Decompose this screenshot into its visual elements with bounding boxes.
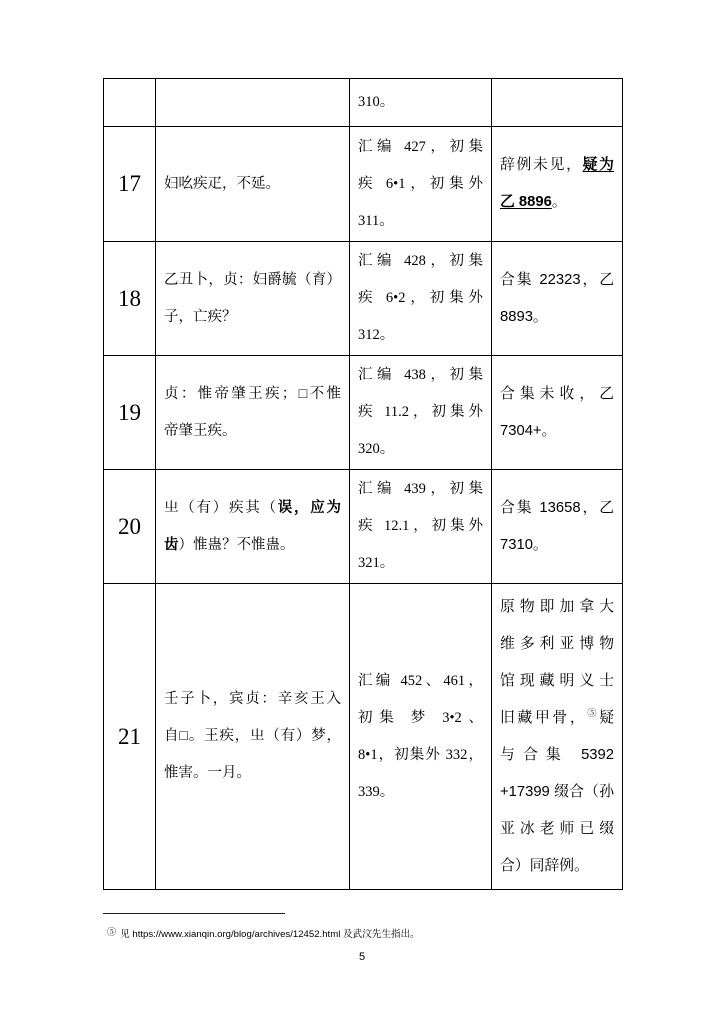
emphasized-text: 齿 [164, 536, 179, 553]
note-line: 合集未收，乙 [500, 385, 614, 402]
table-row [104, 584, 623, 890]
source-cell [350, 584, 492, 890]
footnote-text: 见 https://www.xianqin.org/blog/archives/12452.html 及武汶先生指出。 [120, 929, 420, 940]
emphasized-text: 乙 8896 [500, 194, 552, 210]
source-line: 312。 [358, 327, 395, 343]
note-line: 馆现藏明义士 [500, 672, 614, 689]
text-segment: 。 [551, 194, 567, 210]
source-cell [350, 470, 492, 584]
note-line [500, 700, 614, 737]
footnote-marker: ⑤ [107, 927, 117, 937]
source-line: 310。 [358, 94, 395, 110]
source-cell [350, 127, 492, 242]
source-line: 8•1，初集外 332， [358, 746, 483, 763]
row-number: 20 [104, 470, 156, 584]
text-segment: 旧藏甲骨， [500, 709, 588, 726]
source-line: 初集 梦 3•2、 [358, 709, 483, 726]
source-line: 疾 6•1，初集外 [358, 175, 483, 192]
note-line [500, 184, 614, 221]
source-line: 汇编 428，初集 [358, 253, 483, 269]
text-line: 壬子卜，宾贞：辛亥王入 [164, 691, 341, 707]
text-line: 自□。王疾，㞢（有）梦， [164, 728, 341, 744]
text-line [164, 490, 341, 527]
text-segment: ）惟蛊？不惟蛊。 [178, 536, 295, 553]
source-cell [350, 242, 492, 356]
emphasized-text: 疑为 [582, 157, 614, 173]
note-line: 原物即加拿大 [500, 598, 614, 615]
source-line: 311。 [358, 212, 394, 229]
source-line: 339。 [358, 783, 395, 800]
source-line: 321。 [358, 555, 395, 571]
table-body [104, 79, 623, 890]
page-number: 5 [358, 951, 366, 963]
note-cell [492, 242, 623, 356]
text-line: 妇吆疾疋，不延。 [164, 175, 280, 192]
inscription-cell [156, 242, 350, 356]
note-line: 亚冰老师已缀 [500, 820, 614, 837]
source-cell [350, 79, 492, 127]
row-number: 18 [104, 242, 156, 356]
table-row [104, 127, 623, 242]
note-line: 合集 13658，乙 [500, 499, 614, 516]
source-line: 汇编 438，初集 [358, 367, 483, 383]
emphasized-text: 误，应为 [277, 499, 341, 516]
text-line: 惟害。一月。 [164, 765, 251, 781]
inscription-cell [156, 470, 350, 584]
footnote [107, 924, 420, 943]
note-line [500, 147, 614, 184]
note-cell [492, 356, 623, 470]
footnote-separator [103, 913, 285, 914]
row-number: 17 [104, 127, 156, 242]
note-cell [492, 584, 623, 890]
table-row [104, 242, 623, 356]
note-line: 合集 22323，乙 [500, 271, 614, 288]
text-line: 乙丑卜，贞：妇爵毓（育） [164, 271, 341, 288]
row-number: 21 [104, 584, 156, 890]
text-line: 帝肇王疾。 [164, 422, 237, 439]
source-line: 疾 11.2，初集外 [358, 404, 483, 420]
footnote-reference: ⑤ [587, 707, 600, 718]
text-line [164, 527, 341, 564]
source-line: 汇编 427，初集 [358, 138, 483, 155]
inscription-cell [156, 127, 350, 242]
source-line: 汇编 452、461， [358, 672, 483, 689]
row-number [104, 79, 156, 127]
note-line: 合）同辞例。 [500, 857, 589, 874]
note-line: 维多利亚博物 [500, 635, 614, 652]
note-cell [492, 470, 623, 584]
source-line: 320。 [358, 441, 395, 457]
text-line: 子，亡疾？ [164, 308, 237, 325]
note-line: 8893。 [500, 308, 548, 325]
inscription-table [103, 78, 623, 890]
source-line: 汇编 439，初集 [358, 481, 483, 497]
inscription-cell [156, 79, 350, 127]
note-line: 7304+。 [500, 422, 557, 439]
text-line: 贞：惟帝肇王疾；□不惟 [164, 385, 341, 402]
table-row [104, 470, 623, 584]
table-row [104, 79, 623, 127]
text-segment: 疑 [599, 709, 614, 726]
inscription-cell [156, 356, 350, 470]
note-line: 与合集 5392 [500, 746, 614, 763]
note-cell [492, 127, 623, 242]
table-row [104, 356, 623, 470]
row-number: 19 [104, 356, 156, 470]
note-line: 7310。 [500, 536, 548, 553]
note-cell [492, 79, 623, 127]
inscription-cell [156, 584, 350, 890]
source-line: 疾 6•2，初集外 [358, 290, 483, 306]
text-segment: 㞢（有）疾其（ [164, 499, 278, 516]
note-line: +17399 缀合（孙 [500, 783, 614, 800]
text-segment: 辞例未见， [500, 157, 583, 173]
source-line: 疾 12.1，初集外 [358, 518, 483, 534]
source-cell [350, 356, 492, 470]
